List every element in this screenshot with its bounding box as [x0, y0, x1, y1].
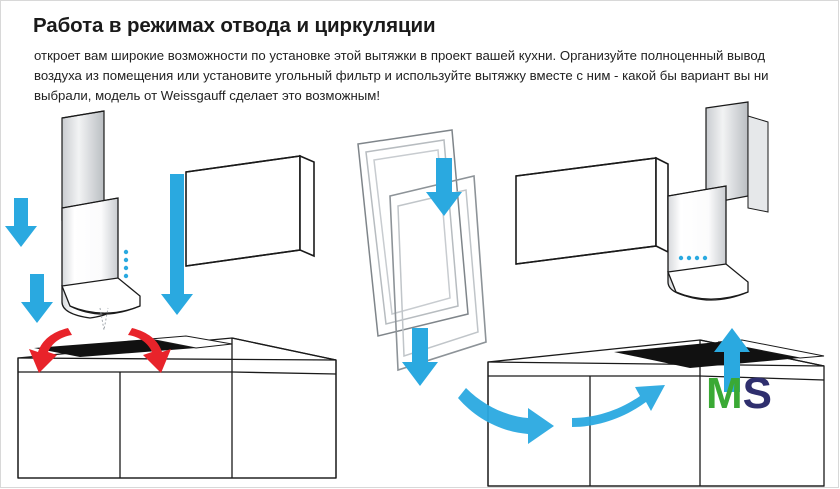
hood-control-panel-left — [124, 250, 128, 278]
kitchen-counter-left — [18, 338, 336, 478]
wall-cabinet-left — [186, 156, 314, 266]
wall-cabinet-right — [516, 158, 668, 264]
kitchen-counter-right — [488, 340, 824, 486]
logo-letter-s: S — [742, 369, 773, 418]
page-title: Работа в режимах отвода и циркуляции — [33, 14, 436, 37]
brand-logo — [706, 369, 773, 418]
cylindrical-hood-left — [62, 111, 140, 330]
page-paragraph: откроет вам широкие возможности по установке этой вытяжки в проект вашей кухни. Организуйте полноценный вывод воздуха из помещения или установите угольный фильтр и используйте вытяжку вместе с ним - какой бы вариант вы ни выбрали, модель от Weissgauff сделает это возможным! — [34, 48, 769, 103]
logo-letter-m: M — [706, 369, 743, 418]
diagram-stage — [0, 100, 840, 489]
cylindrical-hood-right — [668, 102, 768, 300]
